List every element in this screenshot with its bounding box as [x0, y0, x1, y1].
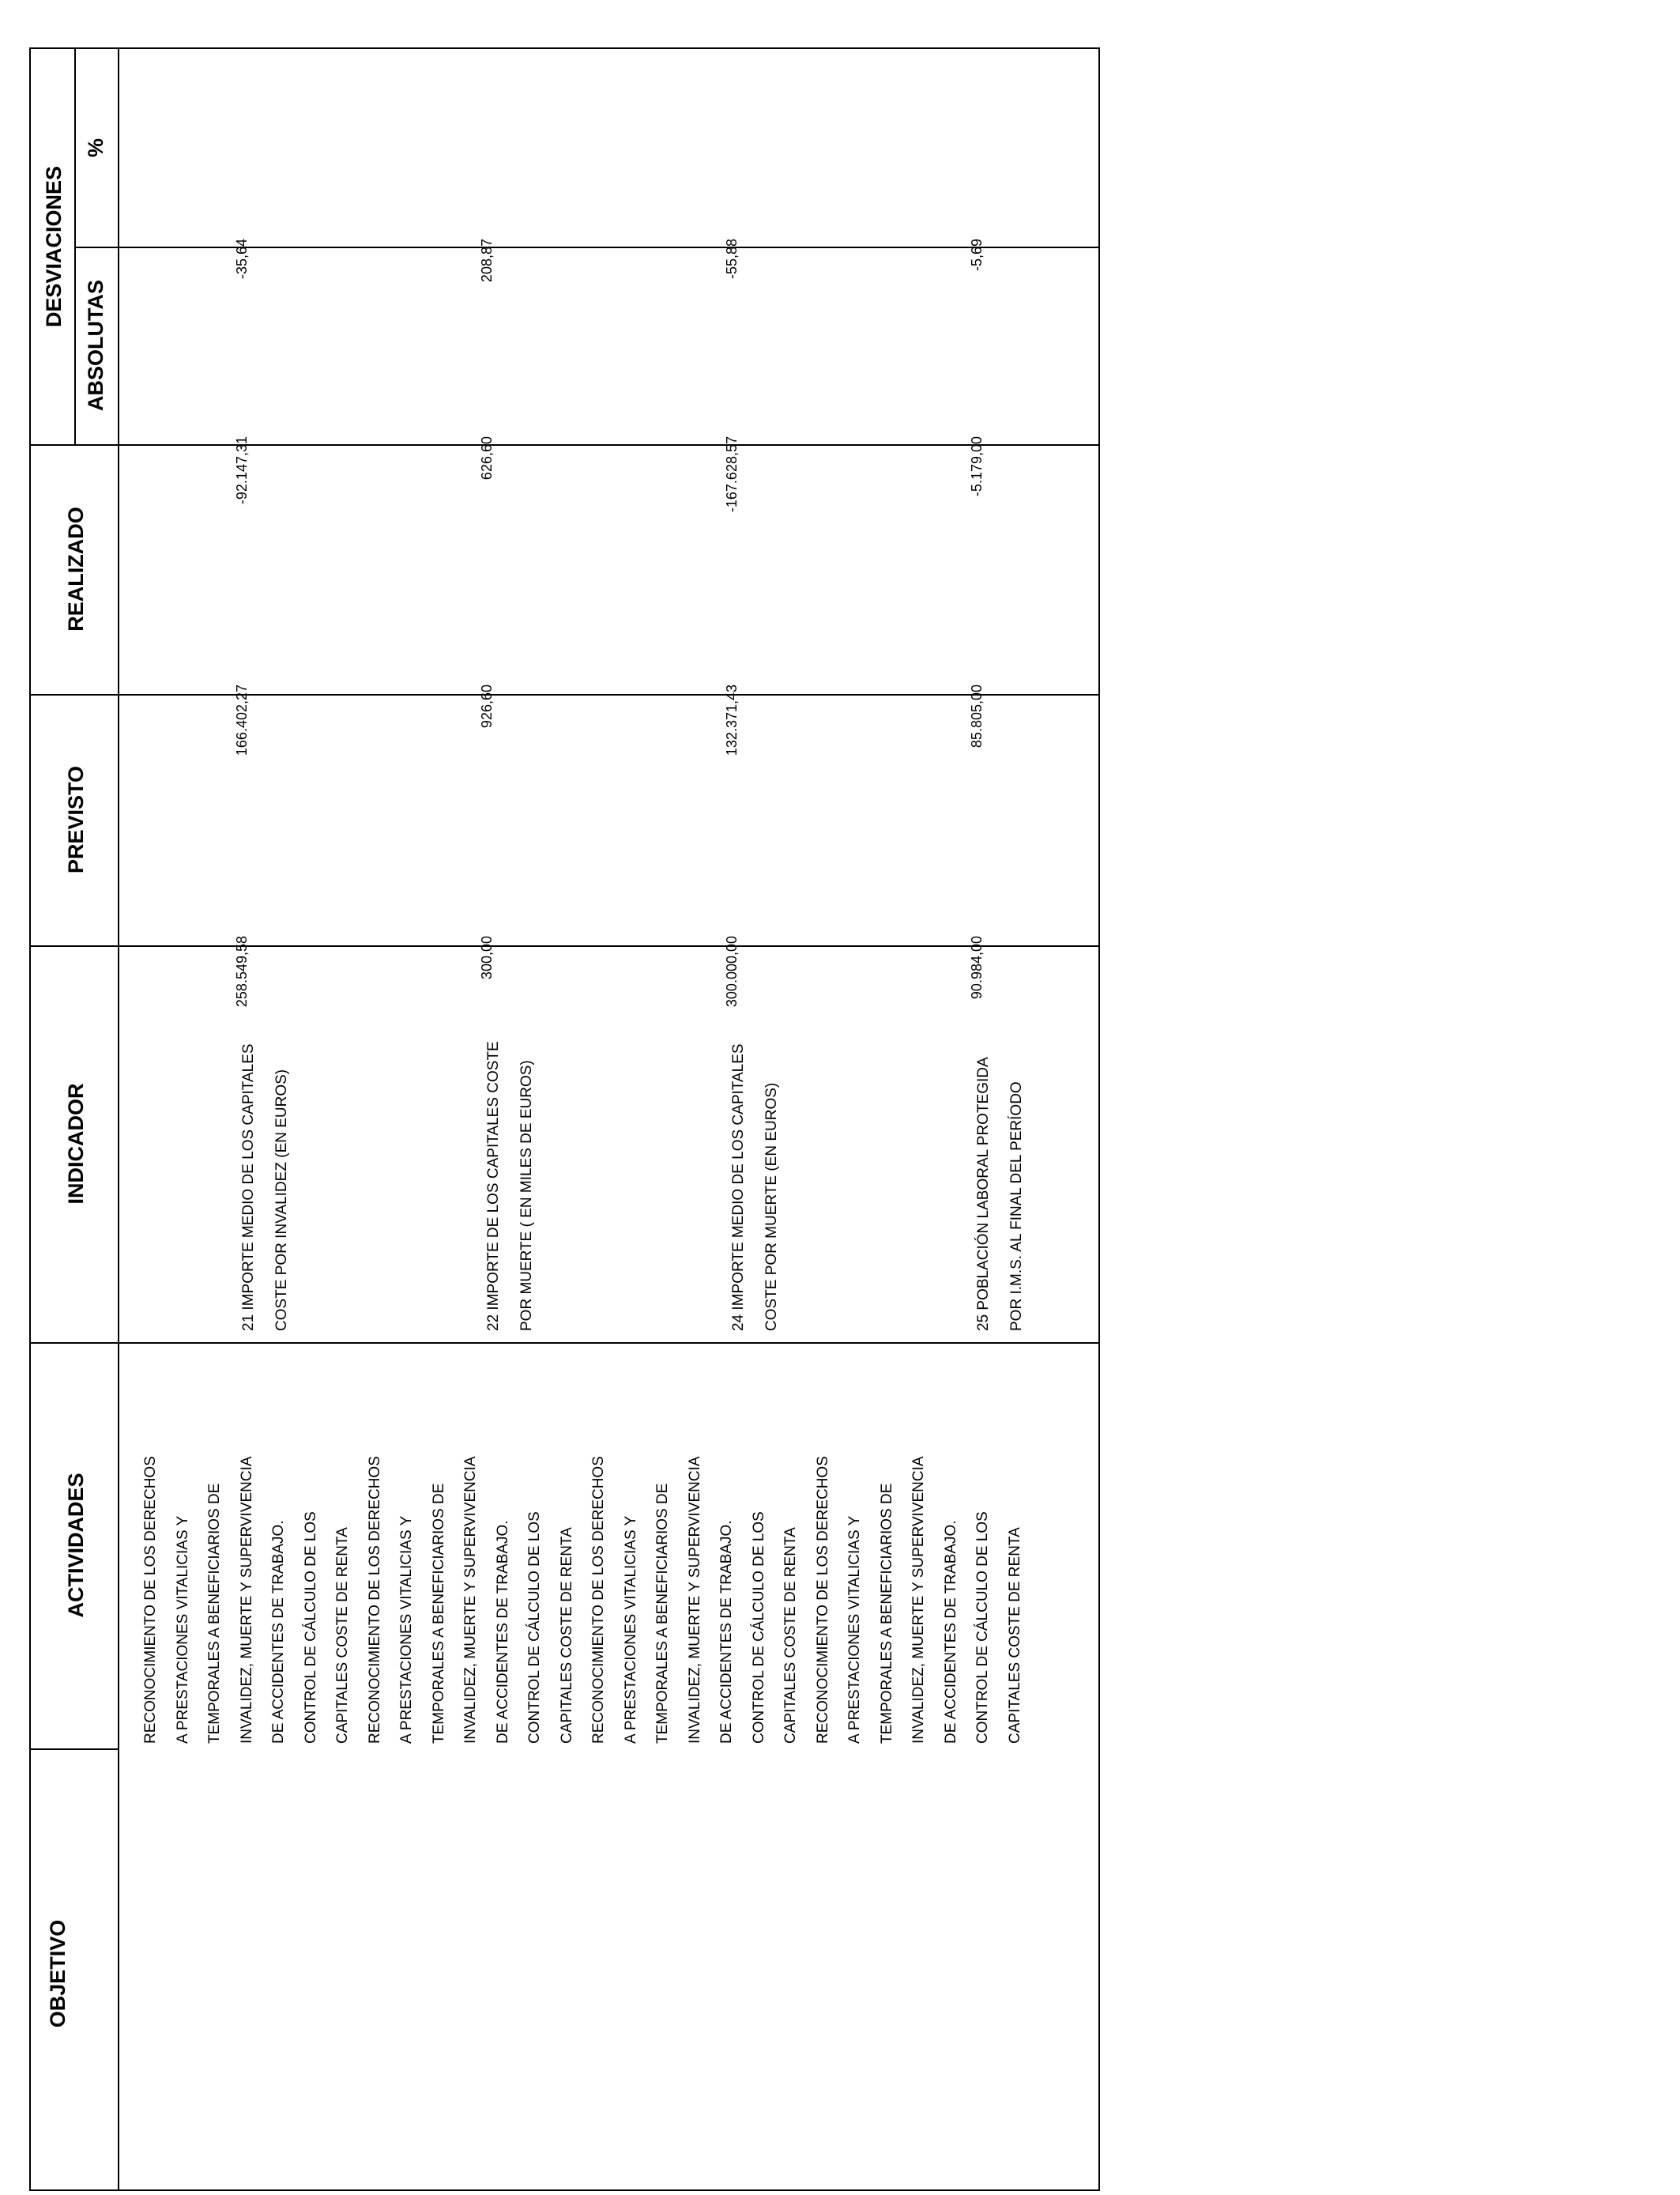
- actividades-line: TEMPORALES A BENEFICIARIOS DE: [878, 1483, 895, 1744]
- indicador-line: 24 IMPORTE MEDIO DE LOS CAPITALES: [730, 1043, 747, 1331]
- actividades-line: DE ACCIDENTES DE TRABAJO.: [718, 1520, 735, 1744]
- actividades-line: CONTROL DE CÁLCULO DE LOS: [526, 1511, 543, 1744]
- actividades-line: RECONOCIMIENTO DE LOS DERECHOS: [142, 1456, 159, 1744]
- actividades-line: CAPITALES COSTE DE RENTA: [782, 1527, 799, 1744]
- actividades-line: DE ACCIDENTES DE TRABAJO.: [270, 1520, 287, 1744]
- actividades-line: CONTROL DE CÁLCULO DE LOS: [302, 1511, 319, 1744]
- header-column-border: [118, 49, 119, 2189]
- actividades-line: DE ACCIDENTES DE TRABAJO.: [494, 1520, 511, 1744]
- actividades-line: RECONOCIMIENTO DE LOS DERECHOS: [814, 1456, 831, 1744]
- actividades-line: DE ACCIDENTES DE TRABAJO.: [942, 1520, 959, 1744]
- porcentaje-value: -35,64: [234, 239, 250, 280]
- previsto-value: 300,00: [479, 936, 495, 980]
- actividades-line: A PRESTACIONES VITALICIAS Y: [846, 1515, 863, 1744]
- absolutas-value: -92.147,31: [234, 436, 250, 505]
- indicador-line: 21 IMPORTE MEDIO DE LOS CAPITALES: [240, 1043, 257, 1331]
- absolutas-value: -167.628,57: [724, 436, 740, 513]
- realizado-desviaciones-border: [31, 444, 1098, 446]
- objetivo-actividades-border: [31, 1748, 118, 1750]
- absolutas-value: 626,60: [479, 436, 495, 481]
- actividades-line: CONTROL DE CÁLCULO DE LOS: [750, 1511, 767, 1744]
- realizado-value: 85.805,00: [969, 685, 985, 749]
- actividades-line: INVALIDEZ, MUERTE Y SUPERVIVENCIA: [686, 1456, 703, 1744]
- actividades-line: A PRESTACIONES VITALICIAS Y: [174, 1515, 191, 1744]
- actividades-indicador-border: [31, 1342, 1098, 1344]
- actividades-line: TEMPORALES A BENEFICIARIOS DE: [206, 1483, 223, 1744]
- indicador-line: POR I.M.S. AL FINAL DEL PERÍODO: [1008, 1081, 1025, 1331]
- actividades-line: INVALIDEZ, MUERTE Y SUPERVIVENCIA: [238, 1456, 255, 1744]
- actividades-line: CONTROL DE CÁLCULO DE LOS: [974, 1511, 991, 1744]
- porcentaje-value: -55,88: [724, 239, 740, 280]
- indicador-line: COSTE POR MUERTE (EN EUROS): [763, 1082, 780, 1331]
- previsto-value: 300.000,00: [724, 936, 740, 1008]
- indicador-line: 22 IMPORTE DE LOS CAPITALES COSTE: [485, 1041, 502, 1331]
- porcentaje-value: 208,87: [479, 239, 495, 283]
- actividades-line: RECONOCIMIENTO DE LOS DERECHOS: [366, 1456, 383, 1744]
- desviaciones-subheader-border: [74, 49, 76, 444]
- absolutas-value: -5.179,00: [969, 436, 985, 497]
- rotated-data-table: [29, 47, 1100, 2191]
- realizado-value: 132.371,43: [724, 685, 740, 756]
- actividades-line: INVALIDEZ, MUERTE Y SUPERVIVENCIA: [462, 1456, 479, 1744]
- indicador-previsto-border: [31, 945, 1098, 947]
- previsto-value: 90.984,00: [969, 936, 985, 1000]
- previsto-value: 258.549,58: [234, 936, 250, 1008]
- header-objetivo: OBJETIVO: [46, 1919, 70, 2028]
- actividades-line: TEMPORALES A BENEFICIARIOS DE: [654, 1483, 671, 1744]
- indicador-line: COSTE POR INVALIDEZ (EN EUROS): [273, 1069, 290, 1331]
- actividades-line: TEMPORALES A BENEFICIARIOS DE: [430, 1483, 447, 1744]
- header-actividades: ACTIVIDADES: [64, 1473, 88, 1618]
- indicador-line: POR MUERTE ( EN MILES DE EUROS): [518, 1060, 535, 1331]
- actividades-line: CAPITALES COSTE DE RENTA: [1006, 1527, 1023, 1744]
- porcentaje-value: -5,69: [969, 239, 985, 272]
- realizado-value: 926,60: [479, 685, 495, 729]
- header-desviaciones: DESVIACIONES: [42, 165, 66, 328]
- actividades-text: [135, 1456, 1031, 1744]
- realizado-value: 166.402,27: [234, 685, 250, 756]
- header-realizado: REALIZADO: [64, 507, 88, 632]
- header-porcentaje: %: [84, 138, 107, 158]
- indicador-line: 25 POBLACIÓN LABORAL PROTEGIDA: [975, 1057, 992, 1331]
- previsto-realizado-border: [31, 694, 1098, 696]
- actividades-line: CAPITALES COSTE DE RENTA: [334, 1527, 351, 1744]
- header-indicador: INDICADOR: [64, 1083, 88, 1205]
- actividades-line: INVALIDEZ, MUERTE Y SUPERVIVENCIA: [910, 1456, 927, 1744]
- indicador-text: [967, 1057, 1034, 1331]
- actividades-line: CAPITALES COSTE DE RENTA: [558, 1527, 575, 1744]
- actividades-line: A PRESTACIONES VITALICIAS Y: [622, 1515, 639, 1744]
- header-absolutas: ABSOLUTAS: [84, 280, 107, 411]
- actividades-line: RECONOCIMIENTO DE LOS DERECHOS: [590, 1456, 607, 1744]
- header-previsto: PREVISTO: [64, 765, 88, 874]
- absolutas-porcentaje-border: [74, 247, 1098, 248]
- actividades-line: A PRESTACIONES VITALICIAS Y: [398, 1515, 415, 1744]
